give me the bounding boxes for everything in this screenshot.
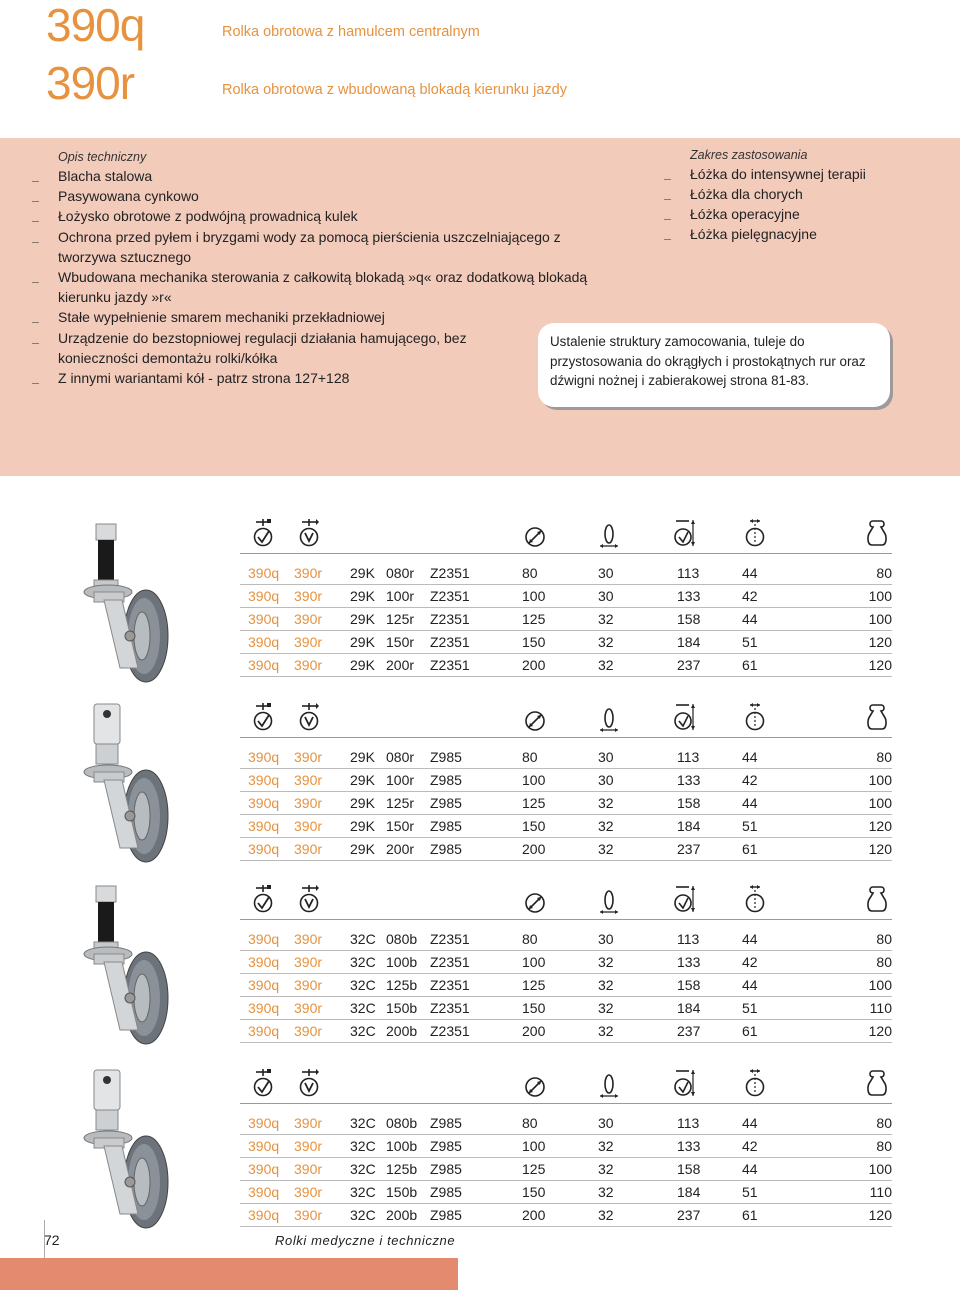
offset-cell: 61: [742, 1207, 758, 1223]
wheel-diameter-cell: 80: [522, 1115, 538, 1131]
load-capacity-cell: 100: [868, 977, 892, 993]
wheel-code-cell: 125b: [386, 977, 418, 993]
usage-title: Zakres zastosowania: [690, 148, 808, 162]
model-r-cell: 390r: [294, 795, 323, 811]
model-q-cell: 390q: [248, 611, 280, 627]
table-row: [240, 815, 892, 838]
wheel-code-cell: 125r: [386, 795, 415, 811]
caster-photo: [38, 698, 228, 868]
bracket-code-cell: Z2351: [430, 588, 470, 604]
model-r-cell: 390r: [294, 772, 323, 788]
offset-cell: 44: [742, 1161, 758, 1177]
bracket-code-cell: Z2351: [430, 657, 470, 673]
bracket-code-cell: Z2351: [430, 1023, 470, 1039]
wheel-code-cell: 200r: [386, 841, 415, 857]
page-number: 72: [44, 1232, 60, 1248]
total-height-cell: 133: [677, 954, 701, 970]
wheel-diameter-cell: 80: [522, 565, 538, 581]
spec-item: Ochrona przed pyłem i bryzgami wody za pomocą pierścienia uszczelniającego z tworzywa sztucznego: [30, 227, 590, 267]
model-r-cell: 390r: [294, 977, 323, 993]
model-r-cell: 390r: [294, 588, 323, 604]
model-q-cell: 390q: [248, 634, 280, 650]
series-cell: 29K: [350, 588, 375, 604]
mounting-note: Ustalenie struktury zamocowania, tuleje do przystosowania do okrągłych i prostokątnych rur oraz dźwigni nożnej i zabierakowej strona 81-83.: [538, 323, 890, 407]
table-row: [240, 1112, 892, 1135]
wheel-code-cell: 200r: [386, 657, 415, 673]
wheel-width-cell: 32: [598, 1161, 614, 1177]
offset-cell: 44: [742, 795, 758, 811]
direction-lock-r-icon: [298, 702, 320, 732]
model-title-r: 390r: [46, 57, 135, 109]
table-row: [240, 928, 892, 951]
total-height-cell: 237: [677, 657, 701, 673]
model-q-cell: 390q: [248, 772, 280, 788]
spec-icons: [240, 884, 892, 922]
model-r-cell: 390r: [294, 818, 323, 834]
model-r-cell: 390r: [294, 611, 323, 627]
spec-item: Stałe wypełnienie smarem mechaniki przekładniowej: [30, 307, 590, 327]
load-capacity-cell: 100: [868, 795, 892, 811]
series-cell: 29K: [350, 611, 375, 627]
offset-cell: 44: [742, 565, 758, 581]
offset-cell: 44: [742, 1115, 758, 1131]
bracket-code-cell: Z985: [430, 1115, 462, 1131]
spec-item: Łożysko obrotowe z podwójną prowadnicą kulek: [30, 206, 590, 226]
bracket-code-cell: Z2351: [430, 1000, 470, 1016]
direction-lock-r-icon: [298, 884, 320, 914]
bracket-code-cell: Z985: [430, 772, 462, 788]
wheel-code-cell: 125b: [386, 1161, 418, 1177]
spec-icons: [240, 702, 892, 740]
wheel-code-cell: 100r: [386, 772, 415, 788]
wheel-diameter-cell: 80: [522, 931, 538, 947]
model-r-cell: 390r: [294, 1184, 323, 1200]
bracket-code-cell: Z2351: [430, 954, 470, 970]
load-capacity-cell: 110: [869, 1000, 892, 1016]
model-r-cell: 390r: [294, 1138, 323, 1154]
model-q-cell: 390q: [248, 931, 280, 947]
model-q-cell: 390q: [248, 1207, 280, 1223]
table-row: [240, 974, 892, 997]
bracket-code-cell: Z985: [430, 795, 462, 811]
brake-q-icon: [252, 884, 274, 914]
total-height-cell: 158: [677, 1161, 701, 1177]
wheel-diameter-cell: 100: [522, 588, 546, 604]
offset-cell: 51: [742, 634, 758, 650]
offset-icon: [744, 884, 766, 914]
wheel-diameter-cell: 125: [522, 795, 546, 811]
table-row: [240, 1181, 892, 1204]
series-cell: 29K: [350, 749, 375, 765]
spec-table: [240, 746, 892, 861]
load-capacity-cell: 120: [868, 818, 892, 834]
load-capacity-cell: 80: [876, 565, 892, 581]
load-capacity-cell: 120: [868, 1207, 892, 1223]
offset-cell: 51: [742, 818, 758, 834]
model-title-q: 390q: [46, 0, 145, 51]
total-height-cell: 133: [677, 772, 701, 788]
spec-item: Z innymi wariantami kół - patrz strona 127+128: [30, 368, 590, 388]
series-cell: 32C: [350, 954, 376, 970]
model-r-cell: 390r: [294, 1115, 323, 1131]
table-row: [240, 1204, 892, 1227]
load-capacity-cell: 110: [869, 1184, 892, 1200]
specs-title: Opis techniczny: [58, 150, 147, 164]
load-capacity-cell: 100: [868, 1161, 892, 1177]
offset-cell: 44: [742, 611, 758, 627]
technical-description: [30, 150, 590, 388]
model-q-cell: 390q: [248, 841, 280, 857]
wheel-diameter-cell: 125: [522, 977, 546, 993]
load-capacity-cell: 120: [868, 1023, 892, 1039]
total-height-cell: 237: [677, 1207, 701, 1223]
wheel-code-cell: 080b: [386, 931, 418, 947]
wheel-width-cell: 32: [598, 1184, 614, 1200]
spec-item: Urządzenie do bezstopniowej regulacji działania hamującego, bez konieczności demontażu rolki/kółka: [30, 328, 500, 368]
spec-table: [240, 1112, 892, 1227]
series-cell: 29K: [350, 841, 375, 857]
series-cell: 29K: [350, 795, 375, 811]
table-row: [240, 631, 892, 654]
icon-divider: [240, 919, 892, 920]
total-height-cell: 113: [677, 749, 700, 765]
model-q-cell: 390q: [248, 795, 280, 811]
application-range: [662, 148, 952, 244]
bracket-code-cell: Z2351: [430, 634, 470, 650]
load-capacity-cell: 100: [868, 772, 892, 788]
table-row: [240, 1135, 892, 1158]
offset-cell: 42: [742, 772, 758, 788]
usage-item: Łóżka dla chorych: [662, 184, 952, 204]
wheel-width-cell: 32: [598, 841, 614, 857]
wheel-code-cell: 100r: [386, 588, 415, 604]
wheel-diameter-cell: 200: [522, 1023, 546, 1039]
wheel-diameter-cell: 200: [522, 657, 546, 673]
wheel-width-cell: 32: [598, 1138, 614, 1154]
caster-photo: [38, 1064, 228, 1234]
model-q-cell: 390q: [248, 1161, 280, 1177]
table-row: [240, 997, 892, 1020]
caster-photo: [38, 518, 228, 688]
wheel-diameter-cell: 150: [522, 1184, 546, 1200]
wheel-diameter-cell: 200: [522, 1207, 546, 1223]
wheel-diameter-cell: 125: [522, 1161, 546, 1177]
table-row: [240, 562, 892, 585]
wheel-width-cell: 32: [598, 818, 614, 834]
total-height-cell: 184: [677, 1000, 701, 1016]
model-q-cell: 390q: [248, 1115, 280, 1131]
model-r-cell: 390r: [294, 634, 323, 650]
wheel-code-cell: 125r: [386, 611, 415, 627]
model-q-cell: 390q: [248, 588, 280, 604]
table-row: [240, 608, 892, 631]
offset-cell: 61: [742, 1023, 758, 1039]
table-row: [240, 792, 892, 815]
model-r-cell: 390r: [294, 1207, 323, 1223]
wheel-width-cell: 32: [598, 954, 614, 970]
wheel-code-cell: 100b: [386, 1138, 418, 1154]
wheel-code-cell: 150b: [386, 1184, 418, 1200]
wheel-width-cell: 32: [598, 1000, 614, 1016]
load-capacity-cell: 100: [868, 588, 892, 604]
load-capacity-cell: 80: [876, 1115, 892, 1131]
offset-cell: 61: [742, 657, 758, 673]
table-row: [240, 769, 892, 792]
icon-divider: [240, 1103, 892, 1104]
bracket-code-cell: Z985: [430, 1207, 462, 1223]
load-capacity-cell: 80: [876, 1138, 892, 1154]
wheel-diameter-cell: 125: [522, 611, 546, 627]
spec-icons: [240, 1068, 892, 1106]
total-height-cell: 133: [677, 588, 701, 604]
offset-cell: 42: [742, 954, 758, 970]
model-q-cell: 390q: [248, 1184, 280, 1200]
model-q-cell: 390q: [248, 977, 280, 993]
wheel-diameter-icon: [524, 518, 546, 548]
total-height-icon: [674, 884, 696, 914]
table-row: [240, 746, 892, 769]
model-r-cell: 390r: [294, 1023, 323, 1039]
brake-q-icon: [252, 1068, 274, 1098]
wheel-width-cell: 32: [598, 634, 614, 650]
wheel-width-icon: [598, 518, 620, 548]
total-height-cell: 113: [677, 565, 700, 581]
load-capacity-cell: 80: [876, 954, 892, 970]
wheel-diameter-cell: 100: [522, 954, 546, 970]
wheel-width-cell: 30: [598, 749, 614, 765]
load-capacity-icon: [866, 702, 888, 732]
total-height-cell: 237: [677, 1023, 701, 1039]
wheel-code-cell: 080r: [386, 565, 415, 581]
model-r-cell: 390r: [294, 1000, 323, 1016]
wheel-code-cell: 150r: [386, 634, 415, 650]
load-capacity-icon: [866, 884, 888, 914]
wheel-code-cell: 150b: [386, 1000, 418, 1016]
wheel-width-icon: [598, 1068, 620, 1098]
load-capacity-cell: 120: [868, 657, 892, 673]
footer-bar: [0, 1258, 458, 1290]
wheel-diameter-icon: [524, 702, 546, 732]
series-cell: 32C: [350, 1115, 376, 1131]
wheel-width-icon: [598, 884, 620, 914]
usage-item: Łóżka do intensywnej terapii: [662, 164, 952, 184]
table-row: [240, 838, 892, 861]
series-cell: 29K: [350, 772, 375, 788]
offset-icon: [744, 518, 766, 548]
table-row: [240, 951, 892, 974]
wheel-diameter-cell: 200: [522, 841, 546, 857]
model-r-cell: 390r: [294, 931, 323, 947]
model-q-cell: 390q: [248, 954, 280, 970]
wheel-code-cell: 200b: [386, 1207, 418, 1223]
model-q-cell: 390q: [248, 1138, 280, 1154]
load-capacity-cell: 80: [876, 749, 892, 765]
wheel-diameter-icon: [524, 884, 546, 914]
series-cell: 29K: [350, 634, 375, 650]
wheel-diameter-cell: 100: [522, 1138, 546, 1154]
model-q-cell: 390q: [248, 749, 280, 765]
wheel-width-cell: 32: [598, 795, 614, 811]
series-cell: 32C: [350, 1000, 376, 1016]
direction-lock-r-icon: [298, 1068, 320, 1098]
brake-q-icon: [252, 518, 274, 548]
offset-cell: 51: [742, 1184, 758, 1200]
table-row: [240, 585, 892, 608]
load-capacity-cell: 80: [876, 931, 892, 947]
total-height-cell: 133: [677, 1138, 701, 1154]
model-q-cell: 390q: [248, 818, 280, 834]
total-height-cell: 113: [677, 931, 700, 947]
model-r-cell: 390r: [294, 954, 323, 970]
wheel-diameter-cell: 150: [522, 818, 546, 834]
bracket-code-cell: Z2351: [430, 931, 470, 947]
bracket-code-cell: Z985: [430, 1138, 462, 1154]
load-capacity-cell: 120: [868, 634, 892, 650]
bracket-code-cell: Z2351: [430, 977, 470, 993]
offset-cell: 42: [742, 588, 758, 604]
wheel-diameter-cell: 150: [522, 634, 546, 650]
wheel-width-icon: [598, 702, 620, 732]
wheel-width-cell: 32: [598, 611, 614, 627]
bracket-code-cell: Z985: [430, 749, 462, 765]
icon-divider: [240, 553, 892, 554]
footer-section-title: Rolki medyczne i techniczne: [275, 1233, 456, 1248]
bracket-code-cell: Z985: [430, 818, 462, 834]
bracket-code-cell: Z985: [430, 1184, 462, 1200]
total-height-cell: 184: [677, 634, 701, 650]
wheel-diameter-cell: 100: [522, 772, 546, 788]
total-height-icon: [674, 702, 696, 732]
wheel-width-cell: 32: [598, 1207, 614, 1223]
wheel-diameter-cell: 150: [522, 1000, 546, 1016]
spec-item: Pasywowana cynkowo: [30, 186, 590, 206]
total-height-cell: 113: [677, 1115, 700, 1131]
usage-item: Łóżka pielęgnacyjne: [662, 224, 952, 244]
load-capacity-cell: 120: [868, 841, 892, 857]
wheel-width-cell: 30: [598, 565, 614, 581]
series-cell: 29K: [350, 657, 375, 673]
wheel-width-cell: 32: [598, 657, 614, 673]
table-row: [240, 1158, 892, 1181]
spec-table: [240, 562, 892, 677]
wheel-width-cell: 32: [598, 977, 614, 993]
series-cell: 32C: [350, 931, 376, 947]
wheel-code-cell: 080b: [386, 1115, 418, 1131]
model-r-cell: 390r: [294, 841, 323, 857]
series-cell: 29K: [350, 565, 375, 581]
series-cell: 32C: [350, 1207, 376, 1223]
total-height-cell: 184: [677, 818, 701, 834]
wheel-code-cell: 200b: [386, 1023, 418, 1039]
wheel-width-cell: 32: [598, 1023, 614, 1039]
table-row: [240, 654, 892, 677]
table-row: [240, 1020, 892, 1043]
bracket-code-cell: Z2351: [430, 611, 470, 627]
usage-item: Łóżka operacyjne: [662, 204, 952, 224]
model-q-cell: 390q: [248, 565, 280, 581]
offset-cell: 44: [742, 749, 758, 765]
total-height-cell: 158: [677, 611, 701, 627]
wheel-width-cell: 30: [598, 772, 614, 788]
spec-icons: [240, 518, 892, 556]
spec-item: Wbudowana mechanika sterowania z całkowitą blokadą »q« oraz dodatkową blokadą kierunku jazdy »r«: [30, 267, 590, 307]
wheel-diameter-cell: 80: [522, 749, 538, 765]
model-r-cell: 390r: [294, 749, 323, 765]
load-capacity-cell: 100: [868, 611, 892, 627]
caster-photo: [38, 880, 228, 1050]
spec-item: Blacha stalowa: [30, 166, 590, 186]
offset-icon: [744, 1068, 766, 1098]
wheel-code-cell: 100b: [386, 954, 418, 970]
model-q-cell: 390q: [248, 1000, 280, 1016]
bracket-code-cell: Z985: [430, 841, 462, 857]
wheel-width-cell: 30: [598, 588, 614, 604]
total-height-cell: 237: [677, 841, 701, 857]
offset-icon: [744, 702, 766, 732]
offset-cell: 42: [742, 1138, 758, 1154]
series-cell: 32C: [350, 1184, 376, 1200]
subtitle-q: Rolka obrotowa z hamulcem centralnym: [222, 24, 480, 40]
model-r-cell: 390r: [294, 565, 323, 581]
series-cell: 32C: [350, 1138, 376, 1154]
brake-q-icon: [252, 702, 274, 732]
model-r-cell: 390r: [294, 1161, 323, 1177]
bracket-code-cell: Z2351: [430, 565, 470, 581]
direction-lock-r-icon: [298, 518, 320, 548]
wheel-code-cell: 150r: [386, 818, 415, 834]
total-height-cell: 184: [677, 1184, 701, 1200]
bracket-code-cell: Z985: [430, 1161, 462, 1177]
wheel-width-cell: 30: [598, 1115, 614, 1131]
offset-cell: 44: [742, 977, 758, 993]
total-height-icon: [674, 1068, 696, 1098]
model-q-cell: 390q: [248, 657, 280, 673]
wheel-width-cell: 30: [598, 931, 614, 947]
load-capacity-icon: [866, 518, 888, 548]
wheel-code-cell: 080r: [386, 749, 415, 765]
offset-cell: 51: [742, 1000, 758, 1016]
series-cell: 32C: [350, 977, 376, 993]
total-height-cell: 158: [677, 795, 701, 811]
model-q-cell: 390q: [248, 1023, 280, 1039]
icon-divider: [240, 737, 892, 738]
load-capacity-icon: [866, 1068, 888, 1098]
series-cell: 29K: [350, 818, 375, 834]
wheel-diameter-icon: [524, 1068, 546, 1098]
subtitle-r: Rolka obrotowa z wbudowaną blokadą kierunku jazdy: [222, 82, 567, 98]
model-r-cell: 390r: [294, 657, 323, 673]
offset-cell: 44: [742, 931, 758, 947]
series-cell: 32C: [350, 1161, 376, 1177]
total-height-icon: [674, 518, 696, 548]
series-cell: 32C: [350, 1023, 376, 1039]
spec-table: [240, 928, 892, 1043]
offset-cell: 61: [742, 841, 758, 857]
total-height-cell: 158: [677, 977, 701, 993]
